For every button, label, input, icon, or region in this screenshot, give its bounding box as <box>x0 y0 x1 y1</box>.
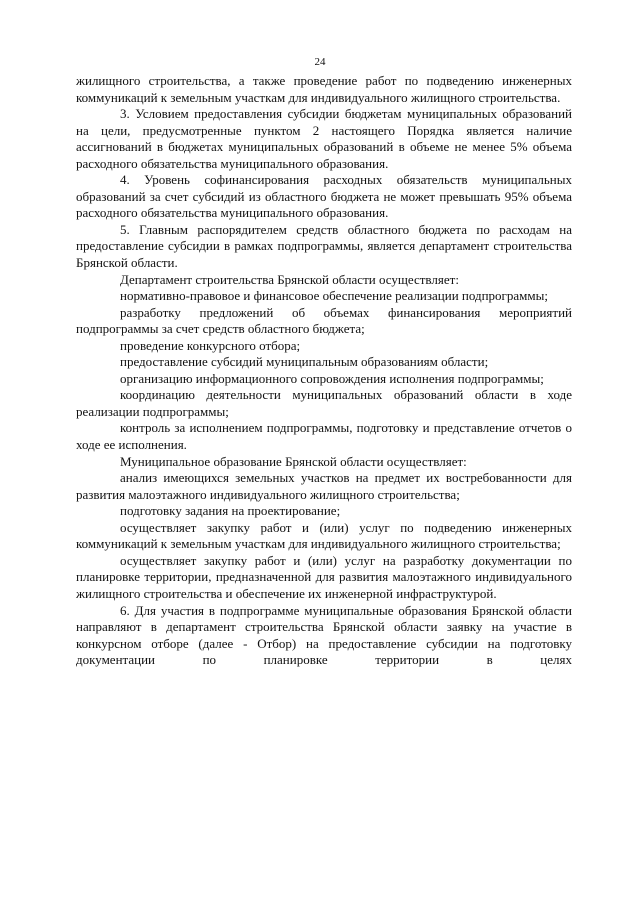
paragraph-clause-6: 6. Для участия в подпрограмме муниципальные образования Брянской области направляют в департамент строительства Брянской области заявку на участие в конкурсном отборе (далее - Отбор) на предоставление субсидии на подготовку документации по планировке территории в целях <box>76 602 572 668</box>
list-item-department-duty: контроль за исполнением подпрограммы, подготовку и представление отчетов о ходе ее исполнения. <box>76 420 572 453</box>
list-item-municipality-duty: подготовку задания на проектирование; <box>120 503 341 519</box>
list-item-department-duty: разработку предложений об объемах финансирования мероприятий подпрограммы за счет средств областного бюджета; <box>76 304 572 337</box>
list-item-municipality-duty: осуществляет закупку работ и (или) услуг на разработку документации по планировке территории, предназначенной для развития малоэтажного индивидуального жилищного строительства и обеспечение их инженерной инфраструктурой. <box>76 552 572 601</box>
list-item-department-duty: предоставление субсидий муниципальным образованиям области; <box>120 354 489 370</box>
list-item-department-duty: нормативно-правовое и финансовое обеспечение реализации подпрограммы; <box>120 288 548 304</box>
paragraph-clause-4: 4. Уровень софинансирования расходных обязательств муниципальных образований за счет субсидий из областного бюджета не может превышать 95% объема расходного обязательства муниципального образования. <box>76 172 572 221</box>
paragraph-continuation: жилищного строительства, а также проведение работ по подведению инженерных коммуникаций к земельным участкам для индивидуального жилищного строительства. <box>76 73 572 105</box>
list-item-department-duty: координацию деятельности муниципальных образований области в ходе реализации подпрограммы; <box>76 387 572 419</box>
page-number: 24 <box>314 56 326 68</box>
document-body <box>76 73 572 669</box>
list-item-department-duty: проведение конкурсного отбора; <box>120 337 301 353</box>
paragraph-municipality-duties-heading: Муниципальное образование Брянской области осуществляет: <box>120 453 467 469</box>
list-item-department-duty: организацию информационного сопровождения исполнения подпрограммы; <box>120 370 544 386</box>
paragraph-clause-5: 5. Главным распорядителем средств областного бюджета по расходам на предоставление субсидии в рамках подпрограммы, является департамент строительства Брянской области. <box>76 221 572 271</box>
list-item-municipality-duty: осуществляет закупку работ и (или) услуг по подведению инженерных коммуникаций к земельным участкам для индивидуального жилищного строительства; <box>76 519 572 552</box>
paragraph-department-duties-heading: Департамент строительства Брянской области осуществляет: <box>120 271 459 287</box>
paragraph-clause-3: 3. Условием предоставления субсидии бюджетам муниципальных образований на цели, предусмотренные пунктом 2 настоящего Порядка является наличие ассигнований в бюджетах муниципальных образований в объеме не менее 5% объема расходного обязательства муниципального образования. <box>76 106 572 171</box>
list-item-municipality-duty: анализ имеющихся земельных участков на предмет их востребованности для развития малоэтажного индивидуального жилищного строительства; <box>76 470 572 502</box>
